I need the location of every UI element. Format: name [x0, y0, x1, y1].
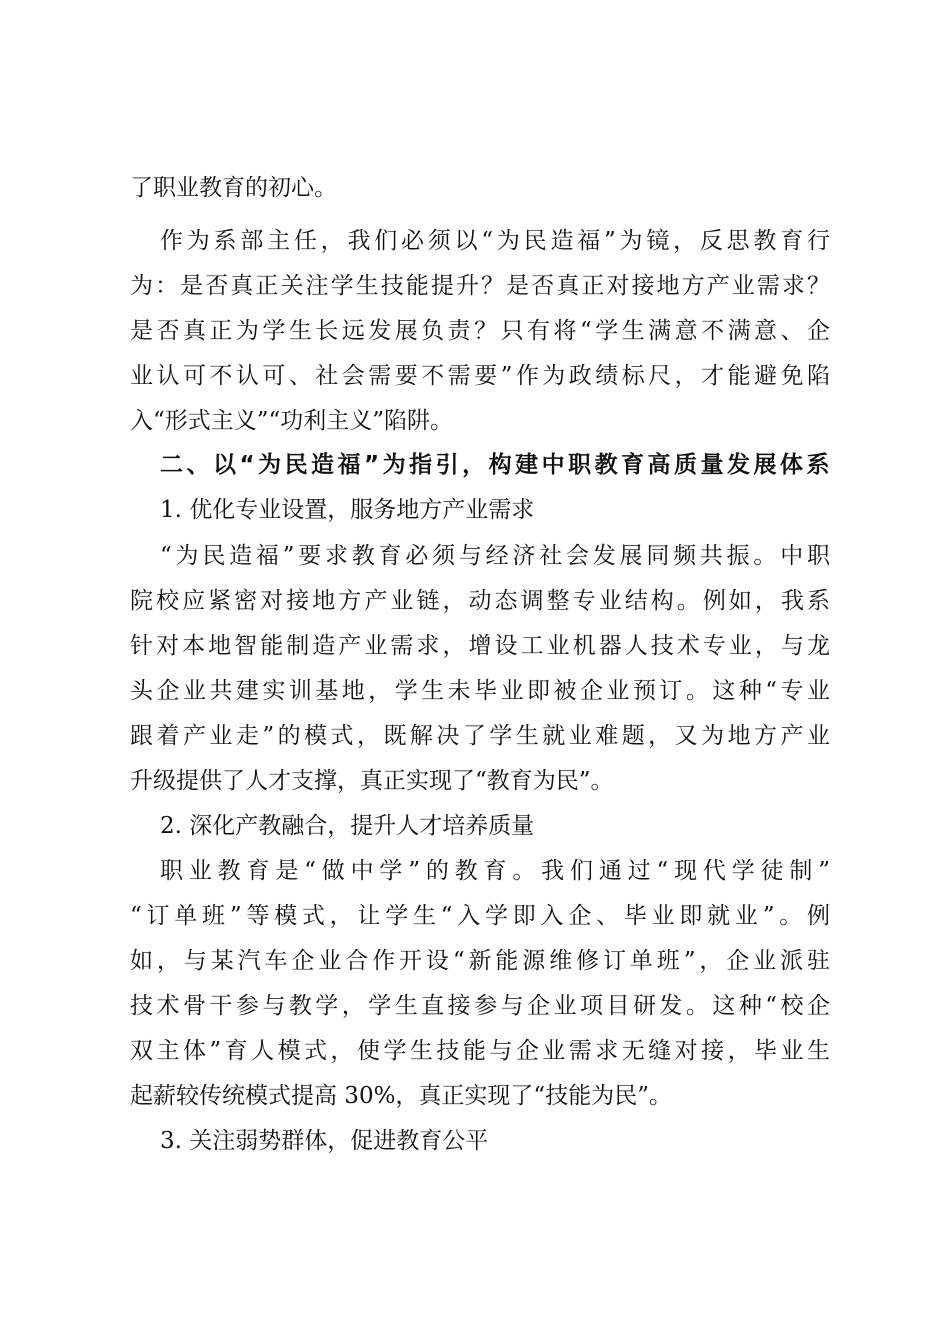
paragraph-line: 起薪较传统模式提高 30%，真正实现了“技能为民”。 [130, 1083, 672, 1109]
paragraph-line: 作为系部主任，我们必须以“为民造福”为镜，反思教育行 [160, 228, 830, 254]
paragraph-line: 入“形式主义”“功利主义”陷阱。 [130, 408, 454, 434]
paragraph-line: 针对本地智能制造产业需求，增设工业机器人技术专业，与龙 [130, 633, 830, 659]
paragraph-line: 跟着产业走”的模式，既解决了学生就业难题，又为地方产业 [130, 723, 830, 749]
paragraph-line: “订单班”等模式，让学生“入学即入企、毕业即就业”。例 [130, 903, 830, 929]
paragraph-line: “为民造福”要求教育必须与经济社会发展同频共振。中职 [160, 543, 830, 569]
paragraph-line: 为：是否真正关注学生技能提升？是否真正对接地方产业需求？ [130, 273, 830, 299]
paragraph-line: 头企业共建实训基地，学生未毕业即被企业预订。这种“专业 [130, 678, 830, 704]
paragraph-line: 升级提供了人才支撑，真正实现了“教育为民”。 [130, 768, 614, 794]
subsection-heading: 2. 深化产教融合，提升人才培养质量 [160, 813, 535, 839]
paragraph-line: 职业教育是“做中学”的教育。我们通过“现代学徒制” [160, 858, 830, 884]
paragraph-line: 如，与某汽车企业合作开设“新能源维修订单班”，企业派驻 [130, 948, 830, 974]
paragraph-line: 院校应紧密对接地方产业链，动态调整专业结构。例如，我系 [130, 588, 830, 614]
paragraph-line: 业认可不认可、社会需要不需要”作为政绩标尺，才能避免陷 [130, 363, 830, 389]
subsection-heading: 3. 关注弱势群体，促进教育公平 [160, 1128, 489, 1154]
paragraph-line: 了职业教育的初心。 [130, 175, 337, 201]
paragraph-line: 技术骨干参与教学，学生直接参与企业项目研发。这种“校企 [130, 993, 830, 1019]
section-heading: 二、以“为民造福”为指引，构建中职教育高质量发展体系 [160, 452, 830, 478]
paragraph-line: 是否真正为学生长远发展负责？只有将“学生满意不满意、企 [130, 318, 830, 344]
subsection-heading: 1. 优化专业设置，服务地方产业需求 [160, 497, 535, 523]
paragraph-line: 双主体”育人模式，使学生技能与企业需求无缝对接，毕业生 [130, 1038, 830, 1064]
